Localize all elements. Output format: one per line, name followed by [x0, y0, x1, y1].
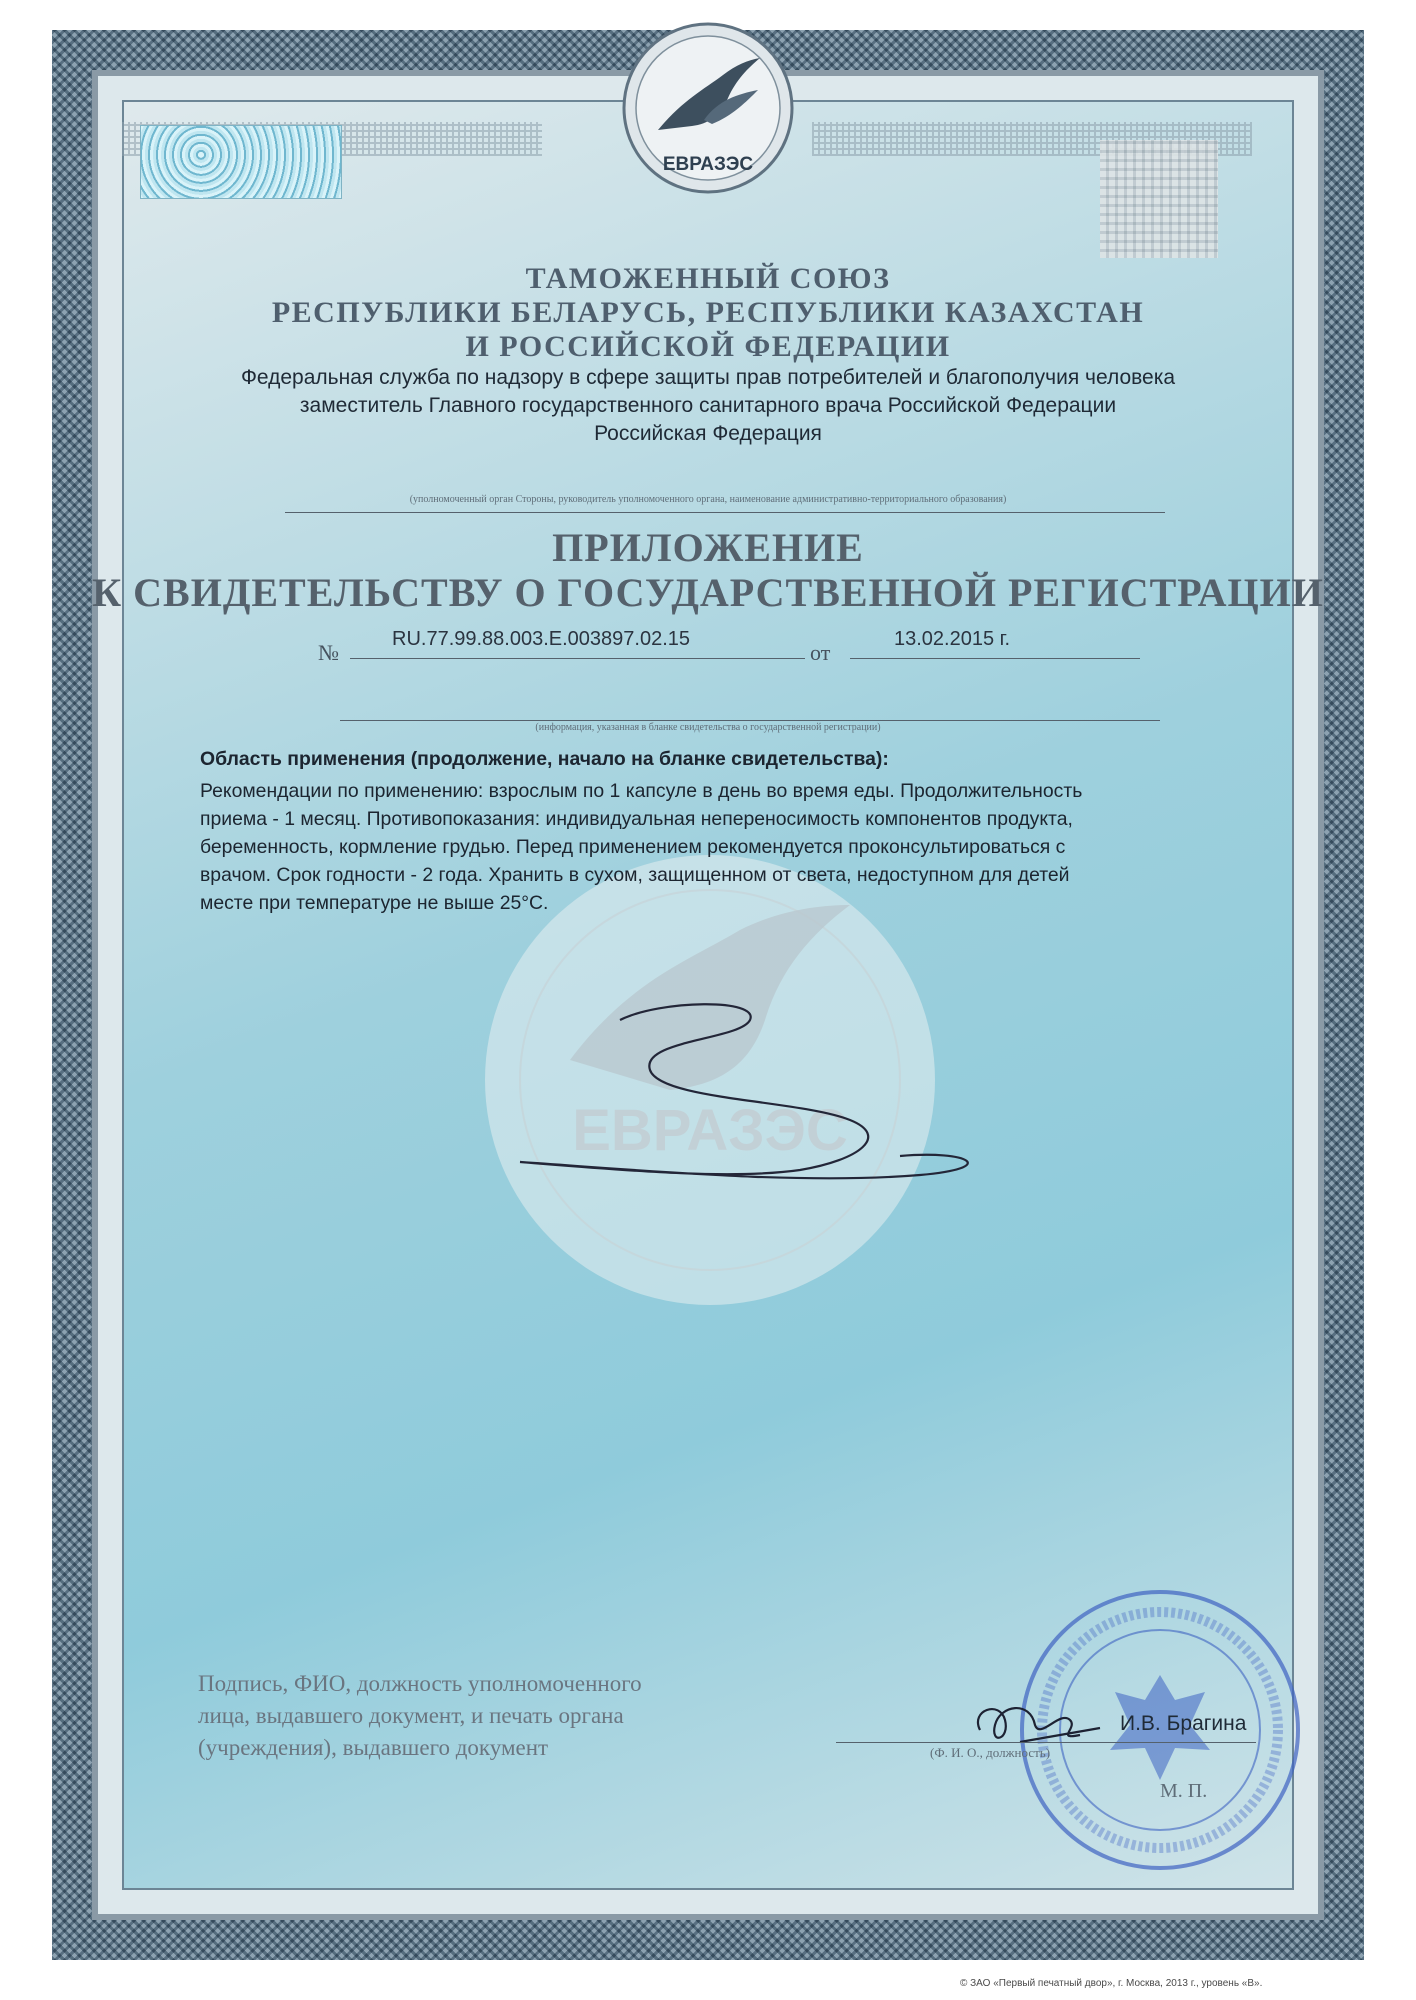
emblem-label: ЕВРАЗЭС — [662, 154, 754, 175]
scope-line: беременность, кормление грудью. Перед применением рекомендуется проконсультироваться с — [200, 836, 1066, 858]
signature-caption-line: (учреждения), выдавшего документ — [198, 1735, 549, 1760]
agency-line-3: Российская Федерация — [594, 422, 822, 445]
hologram-sticker — [140, 125, 342, 199]
stamp-label: М. П. — [1160, 1780, 1208, 1802]
signature-caption-line: лица, выдавшего документ, и печать органа — [198, 1703, 624, 1728]
union-line-3: И РОССИЙСКОЙ ФЕДЕРАЦИИ — [465, 330, 951, 363]
registration-date: 13.02.2015 г. — [894, 628, 1011, 650]
eurasec-emblem — [608, 20, 808, 195]
signer-name: И.В. Брагина — [1120, 1712, 1247, 1735]
authority-underline — [285, 512, 1165, 513]
union-line-2: РЕСПУБЛИКИ БЕЛАРУСЬ, РЕСПУБЛИКИ КАЗАХСТАН — [271, 296, 1145, 329]
registration-number: RU.77.99.88.003.E.003897.02.15 — [392, 628, 691, 650]
security-code-square — [1100, 140, 1218, 258]
info-underline — [340, 720, 1160, 721]
agency-line-1: Федеральная служба по надзору в сфере защиты прав потребителей и благополучия человека — [240, 366, 1176, 389]
signature-caption — [198, 1668, 798, 1764]
number-underline — [350, 658, 805, 659]
handwritten-signature-large — [500, 980, 1040, 1220]
signer-underline — [836, 1742, 1256, 1743]
scope-section — [200, 745, 1280, 917]
scope-line: приема - 1 месяц. Противопоказания: индивидуальная непереносимость компонентов продукта, — [200, 808, 1073, 830]
title-line-2: К СВИДЕТЕЛЬСТВУ О ГОСУДАРСТВЕННОЙ РЕГИСТРАЦИИ — [92, 570, 1324, 615]
scope-heading: Область применения (продолжение, начало на бланке свидетельства): — [200, 748, 889, 770]
registration-caption: (информация, указанная в бланке свидетельства о государственной регистрации) — [535, 722, 881, 733]
scope-line: Рекомендации по применению: взрослым по 1 капсуле в день во время еды. Продолжительность — [200, 780, 1083, 802]
authority-caption: (уполномоченный орган Стороны, руководитель уполномоченного органа, наименование административно-территориального образования) — [409, 494, 1007, 505]
agency-line-2: заместитель Главного государственного санитарного врача Российской Федерации — [299, 394, 1117, 417]
number-label: № — [318, 640, 339, 665]
scope-line: врачом. Срок годности - 2 года. Хранить в сухом, защищенном от света, недоступном для детей — [200, 864, 1070, 886]
date-underline — [850, 658, 1140, 659]
date-label: от — [810, 640, 831, 665]
printer-footer: © ЗАО «Первый печатный двор», г. Москва, 2013 г., уровень «В». — [960, 1978, 1263, 1989]
signature-caption-line: Подпись, ФИО, должность уполномоченного — [198, 1671, 642, 1696]
title-line-1: ПРИЛОЖЕНИЕ — [552, 525, 864, 570]
scope-line: месте при температуре не выше 25°С. — [200, 892, 549, 914]
fio-caption: (Ф. И. О., должность) — [930, 1745, 1051, 1760]
watermark-label: ЕВРАЗЭС — [572, 1098, 848, 1163]
union-line-1: ТАМОЖЕННЫЙ СОЮЗ — [525, 262, 891, 295]
